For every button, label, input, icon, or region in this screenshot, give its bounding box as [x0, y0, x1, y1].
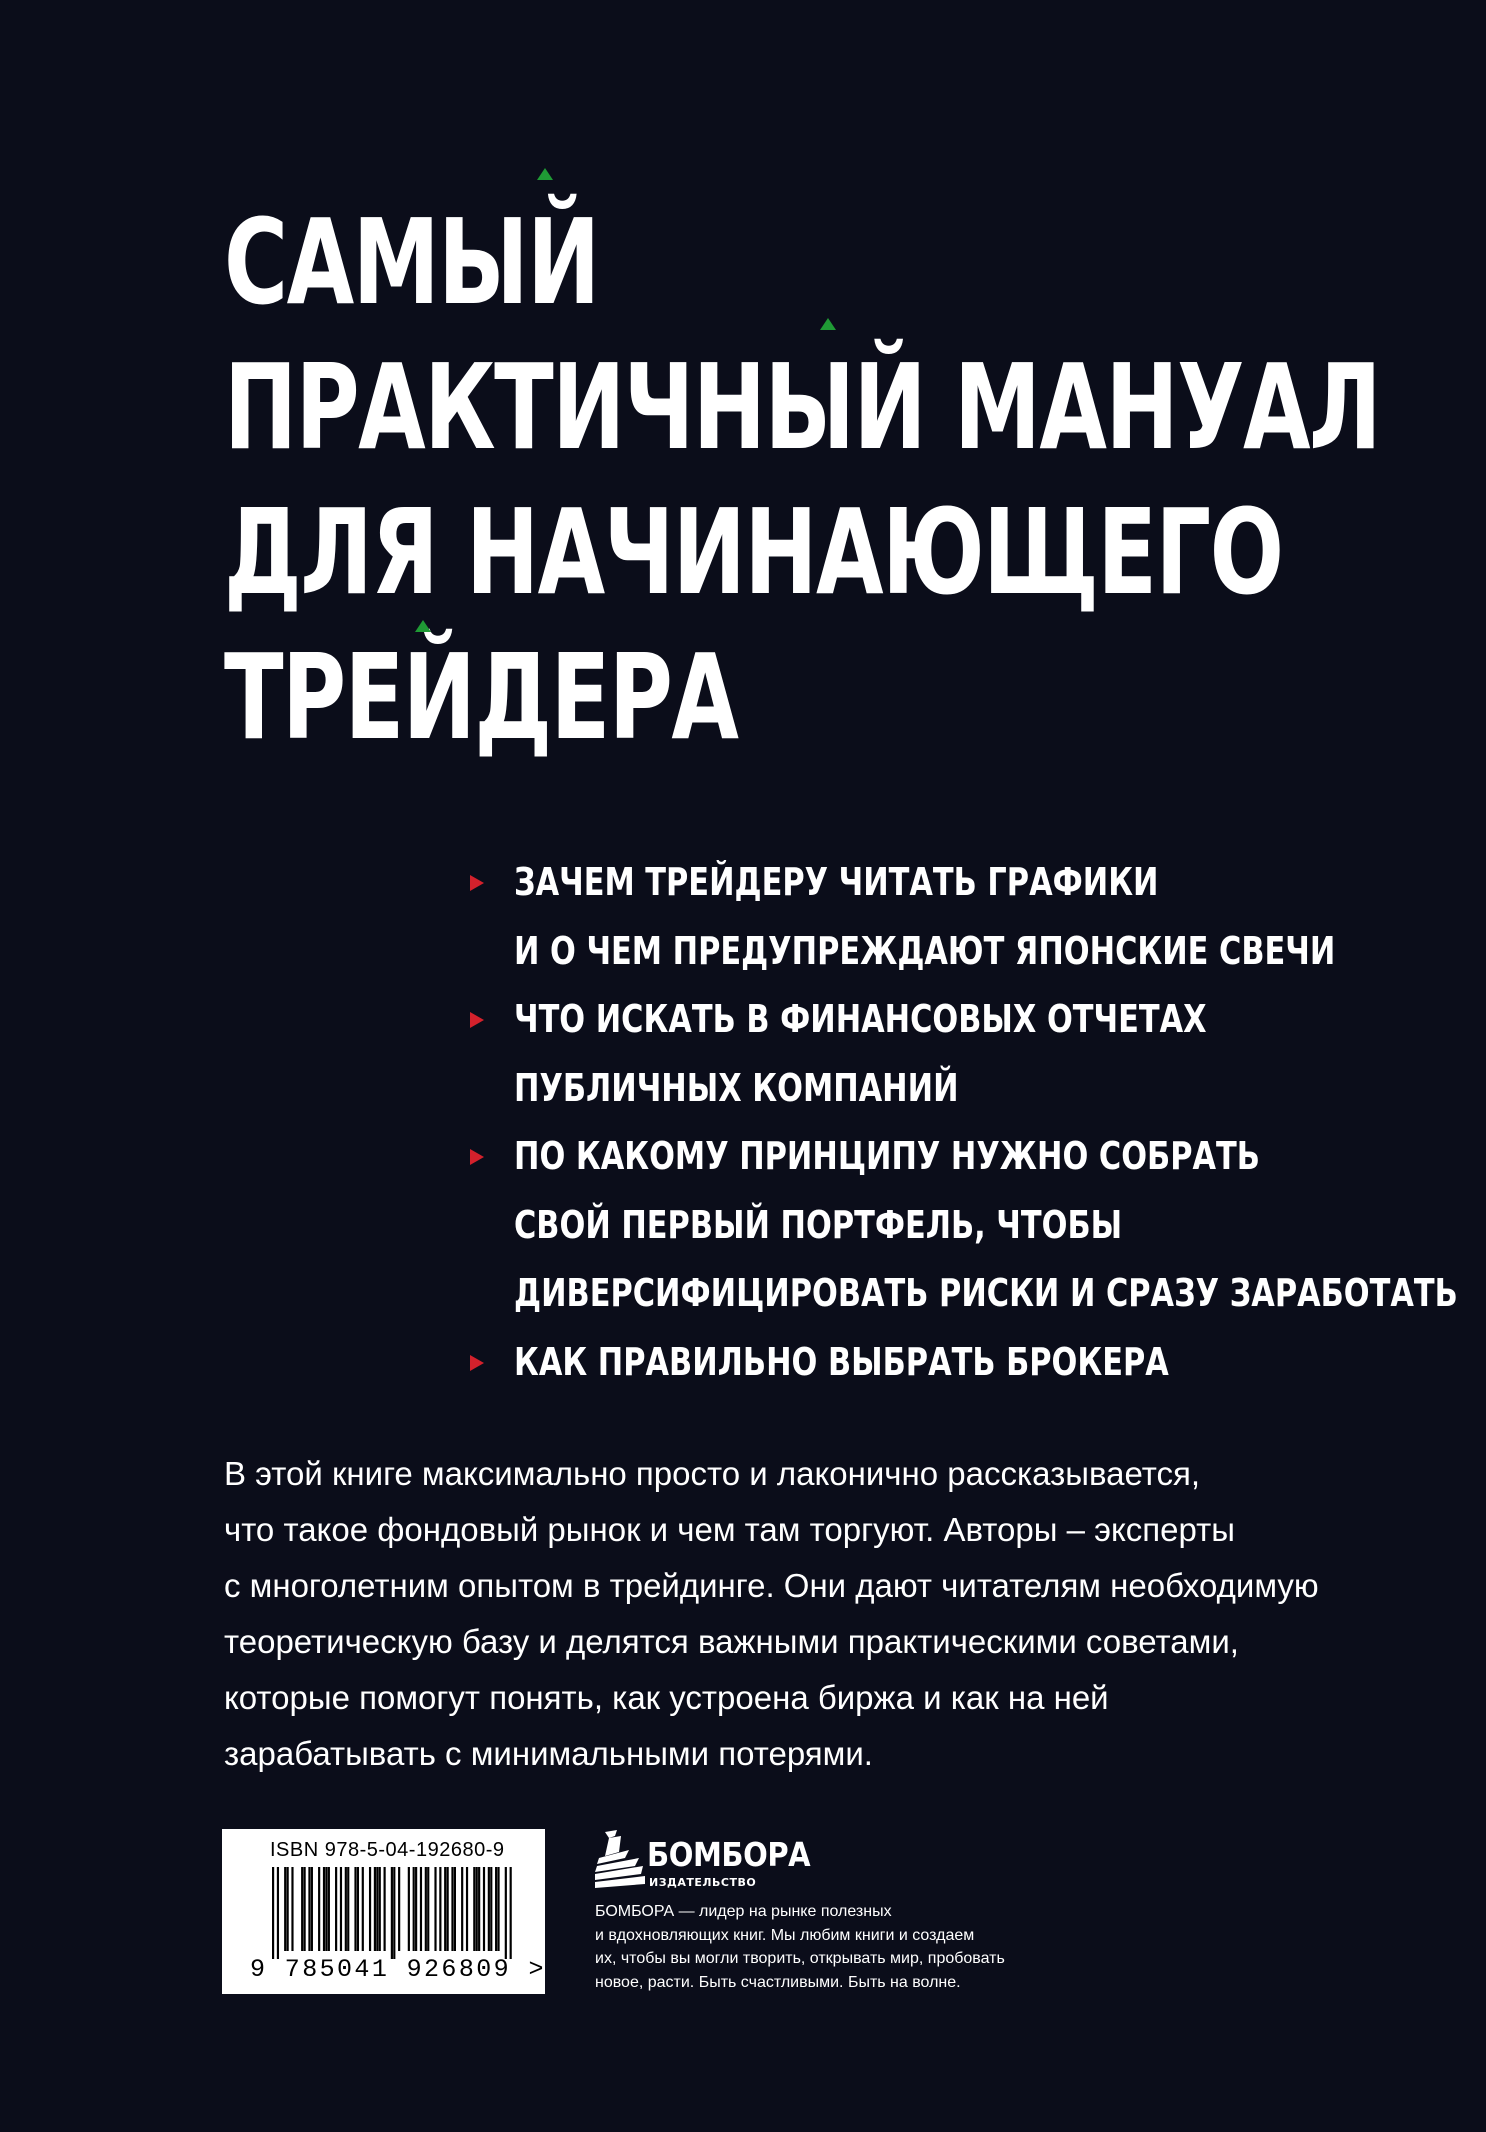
title-line-3: ДЛЯ НАЧИНАЮЩЕГО	[224, 483, 1283, 621]
list-item	[470, 848, 1336, 985]
description-line: В этой книге максимально просто и лаконично рассказывается,	[224, 1455, 1200, 1492]
red-triangle-icon	[470, 875, 484, 891]
title-line-1: САМЫЙ	[224, 193, 599, 331]
description-line: зарабатывать с минимальными потерями.	[224, 1735, 873, 1772]
list-item-line: ЧТО ИСКАТЬ В ФИНАНСОВЫХ ОТЧЕТАХ	[514, 997, 1207, 1041]
publisher-blurb	[595, 1900, 1115, 1994]
feature-list	[470, 848, 1458, 1396]
blurb-line: их, чтобы вы могли творить, открывать мир, пробовать	[595, 1950, 1005, 1967]
bombora-logo-icon	[595, 1830, 649, 1890]
list-item	[470, 985, 1270, 1122]
list-item-line: ПУБЛИЧНЫХ КОМПАНИЙ	[514, 1065, 959, 1110]
blurb-line: БОМБОРА — лидер на рынке полезных	[595, 1903, 892, 1920]
publisher-subtitle: ИЗДАТЕЛЬСТВО	[649, 1876, 757, 1889]
description-line: что такое фондовый рынок и чем там торгуют. Авторы – эксперты	[224, 1511, 1235, 1548]
blurb-line: и вдохновляющих книг. Мы любим книги и создаем	[595, 1926, 975, 1944]
blurb-line: новое, расти. Быть счастливыми. Быть на волне.	[595, 1973, 961, 1991]
publisher-logo	[595, 1830, 955, 1890]
isbn-label: ISBN 978-5-04-192680-9	[270, 1839, 505, 1861]
green-triangle-icon	[415, 620, 431, 632]
barcode-bars	[272, 1867, 512, 1959]
list-item	[470, 1122, 1458, 1328]
title-line-4: ТРЕЙДЕРА	[224, 628, 738, 766]
description-line: с многолетним опытом в трейдинге. Они дают читателям необходимую	[224, 1567, 1319, 1604]
red-triangle-icon	[470, 1355, 484, 1371]
green-triangle-icon	[820, 318, 836, 330]
book-description	[224, 1446, 1319, 1782]
red-triangle-icon	[470, 1012, 484, 1028]
list-item-line: ПО КАКОМУ ПРИНЦИПУ НУЖНО СОБРАТЬ	[514, 1134, 1260, 1178]
isbn-barcode	[222, 1829, 545, 1994]
list-item-line: И О ЧЕМ ПРЕДУПРЕЖДАЮТ ЯПОНСКИЕ СВЕЧИ	[514, 928, 1336, 973]
list-item	[470, 1328, 1270, 1397]
list-item-line: ДИВЕРСИФИЦИРОВАТЬ РИСКИ И СРАЗУ ЗАРАБОТАТЬ	[514, 1271, 1458, 1315]
title-line-2: ПРАКТИЧНЫЙ МАНУАЛ	[224, 338, 1381, 476]
green-triangle-icon	[537, 168, 553, 180]
publisher-name: БОМБОРА	[647, 1835, 811, 1874]
list-item-line: ЗАЧЕМ ТРЕЙДЕРУ ЧИТАТЬ ГРАФИКИ	[514, 860, 1159, 904]
description-line: теоретическую базу и делятся важными практическими советами,	[224, 1623, 1239, 1660]
red-triangle-icon	[470, 1149, 484, 1165]
barcode-digits: 9 785041 926809 >	[250, 1955, 546, 1984]
list-item-line: КАК ПРАВИЛЬНО ВЫБРАТЬ БРОКЕРА	[514, 1339, 1169, 1384]
list-item-line: СВОЙ ПЕРВЫЙ ПОРТФЕЛЬ, ЧТОБЫ	[514, 1202, 1123, 1247]
description-line: которые помогут понять, как устроена биржа и как на ней	[224, 1679, 1109, 1716]
book-title	[224, 190, 1381, 770]
